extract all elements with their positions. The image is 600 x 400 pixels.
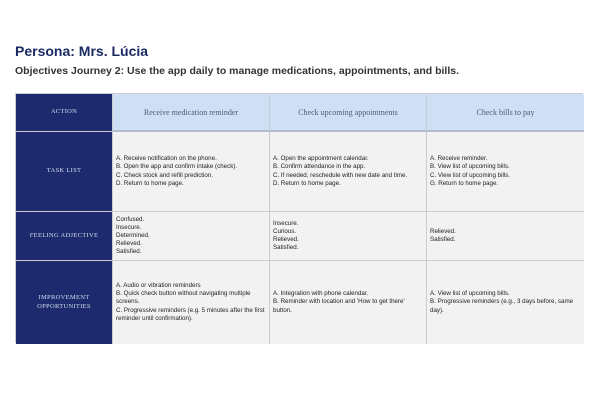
- feeling-medication-cell: [113, 212, 270, 261]
- list-item: Satisfied.: [430, 236, 456, 243]
- task-list-appointments-cell: [270, 132, 427, 212]
- list-item: Relieved.: [116, 240, 142, 248]
- list-item: Satisfied.: [273, 244, 299, 252]
- list-item: Curious.: [273, 227, 297, 235]
- improvement-appointments-cell: [270, 261, 427, 344]
- column-header-bills: Check bills to pay: [427, 94, 584, 132]
- list-item: A. Audio or vibration reminders: [116, 282, 201, 290]
- column-header-appointments: Check upcoming appointments: [270, 94, 427, 132]
- list-item: Satisfied.: [116, 248, 142, 256]
- list-item: B. Quick check button without navigating multiple screens.: [116, 290, 251, 306]
- list-item: C. Check stock and refill prediction.: [116, 171, 213, 179]
- action-header-cell: ACTION: [16, 94, 113, 132]
- row-header-feeling-adjective: FEELING ADJECTIVE: [16, 212, 113, 261]
- list-item: Insecure.: [116, 223, 142, 231]
- list-item: A. Receive reminder.: [430, 155, 488, 163]
- journey-map-table: [15, 93, 583, 343]
- list-item: A. Receive notification on the phone.: [116, 155, 217, 163]
- column-header-medication: Receive medication reminder: [113, 94, 270, 132]
- row-header-improvement-opportunities: IMPROVEMENT OPPORTUNITIES: [16, 261, 113, 344]
- list-item: Relieved.: [430, 227, 456, 235]
- improvement-bills-cell: [427, 261, 584, 344]
- feeling-appointments-cell: [270, 212, 427, 261]
- improvement-medication-cell: [113, 261, 270, 344]
- list-item: B. Reminder with location and 'How to get there' button.: [273, 298, 405, 314]
- journey-objective: Objectives Journey 2: Use the app daily to manage medications, appointments, and bills.: [15, 65, 460, 77]
- list-item: Relieved.: [273, 236, 299, 243]
- list-item: Confused.: [116, 215, 145, 223]
- list-item: Insecure.: [273, 219, 299, 227]
- row-header-task-list: TASK LIST: [16, 132, 113, 212]
- list-item: B. Progressive reminders (e.g., 3 days before, same day).: [430, 298, 574, 314]
- page-title: Persona: Mrs. Lúcia: [15, 43, 149, 59]
- list-item: C. Progressive reminders (e.g. 5 minutes after the first reminder until confirmation).: [116, 306, 265, 322]
- list-item: D. Return to home page.: [273, 179, 341, 187]
- list-item: Determined.: [116, 231, 150, 239]
- list-item: B. Open the app and confirm intake (check).: [116, 163, 238, 171]
- list-item: A. View list of upcoming bills.: [430, 290, 510, 298]
- task-list-bills-cell: [427, 132, 584, 212]
- list-item: C. View list of upcoming bills.: [430, 171, 511, 179]
- task-list-medication-cell: [113, 132, 270, 212]
- list-item: B. Confirm attendance in the app.: [273, 163, 366, 171]
- list-item: C. If needed, reschedule with new date and time.: [273, 171, 408, 179]
- list-item: A. Open the appointment calendar.: [273, 155, 369, 163]
- list-item: B. View list of upcoming bills.: [430, 163, 510, 171]
- feeling-bills-cell: [427, 212, 584, 261]
- list-item: D. Return to home page.: [116, 179, 184, 187]
- list-item: A. Integration with phone calendar.: [273, 290, 369, 298]
- list-item: G. Return to home page.: [430, 179, 499, 187]
